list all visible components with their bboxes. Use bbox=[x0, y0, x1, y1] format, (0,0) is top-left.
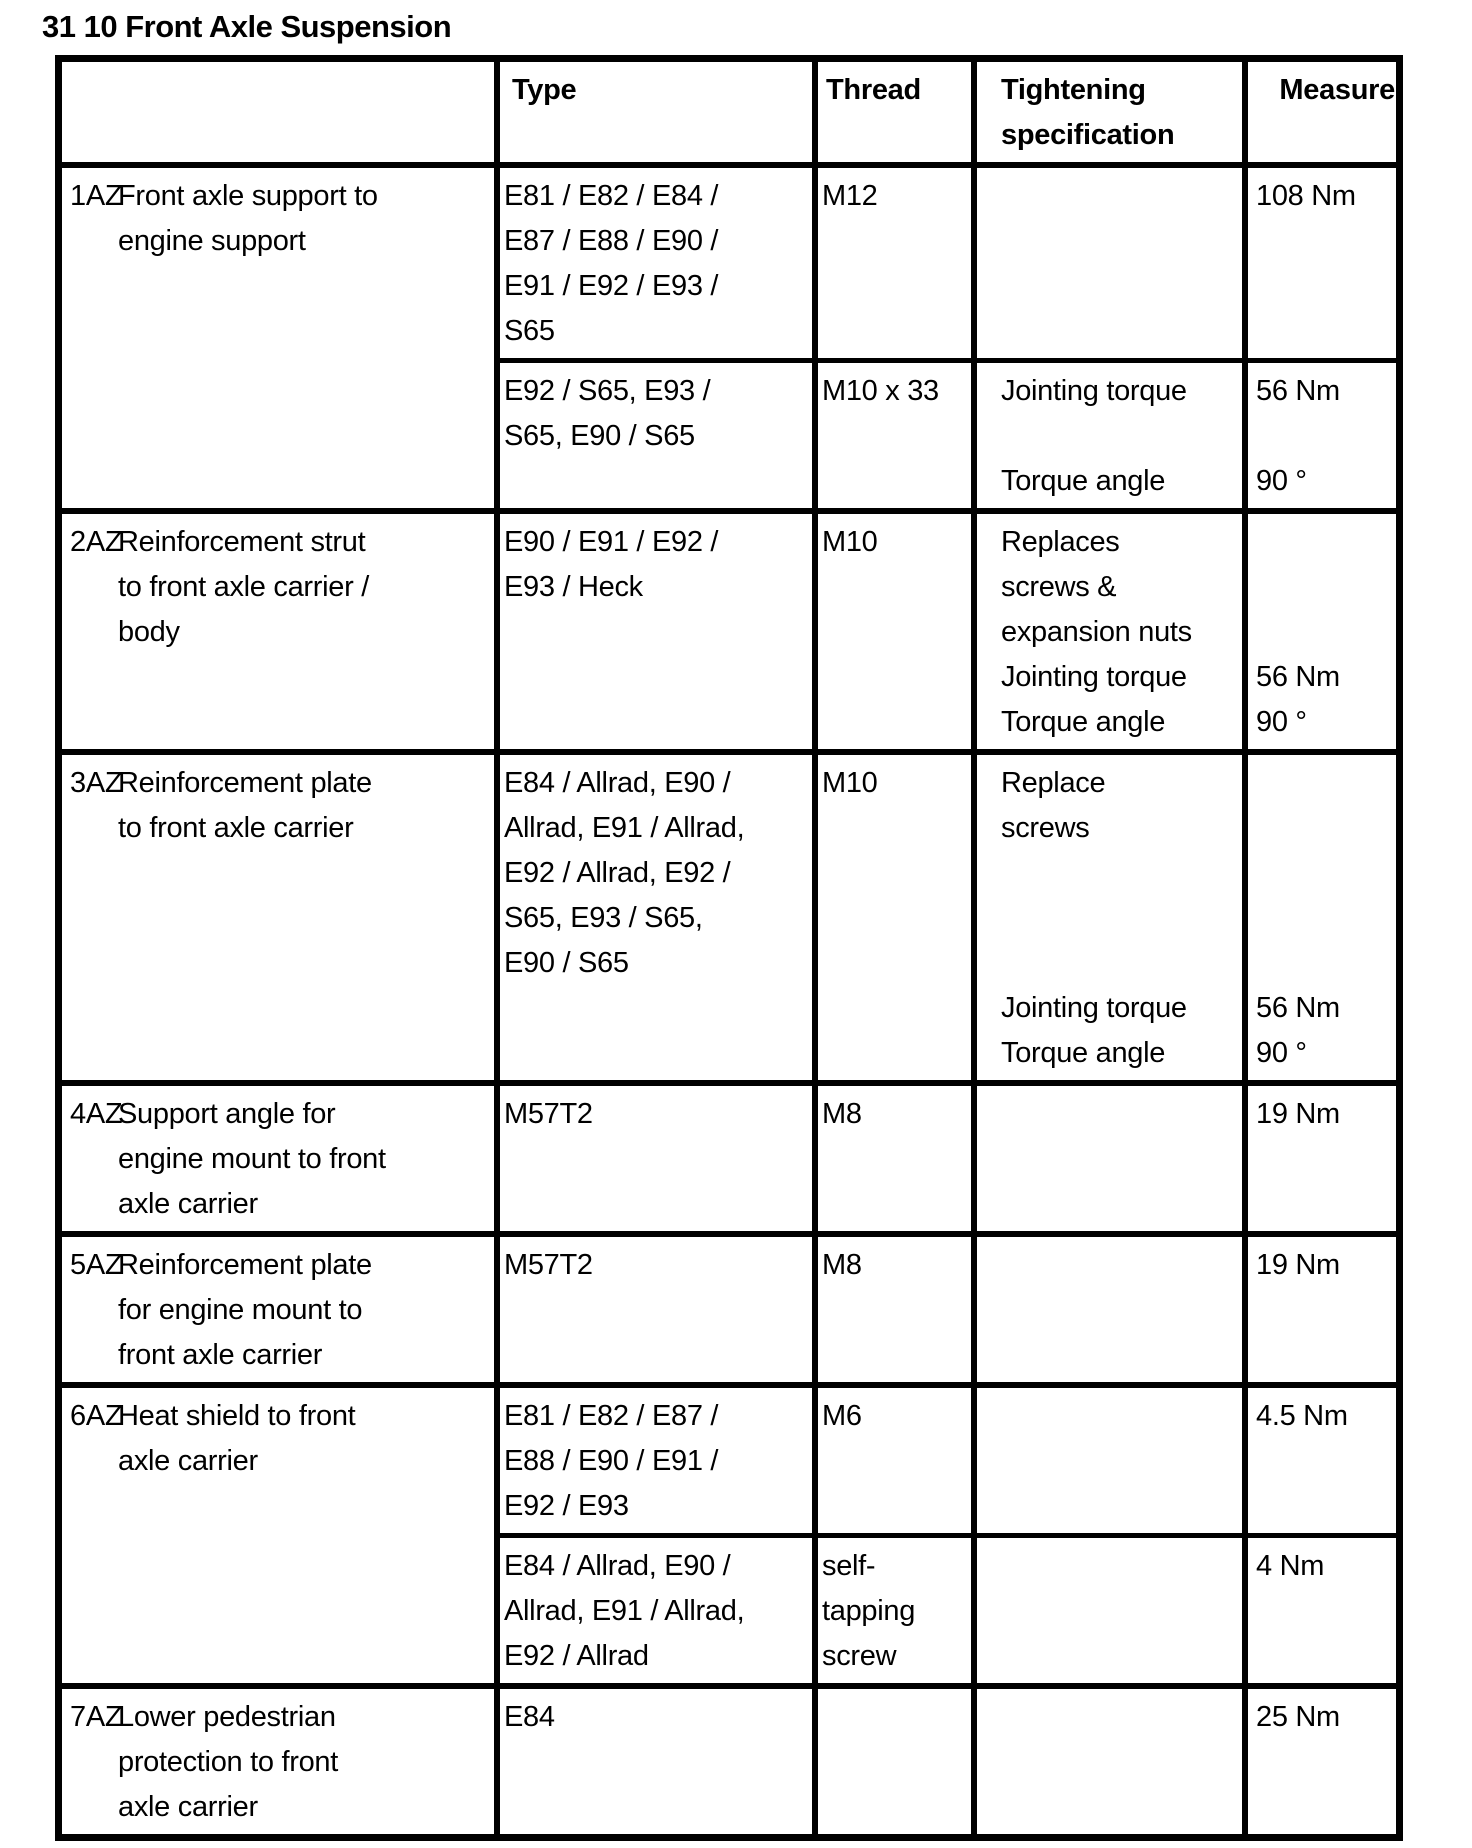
row-label bbox=[118, 174, 492, 504]
measure-line bbox=[1256, 520, 1394, 565]
row-label bbox=[118, 761, 492, 1076]
subrow bbox=[500, 358, 1396, 508]
cell-measure bbox=[1248, 1388, 1396, 1533]
header-row bbox=[62, 62, 1396, 162]
measure-line bbox=[1256, 565, 1394, 610]
label-line: Reinforcement strut bbox=[118, 526, 366, 558]
measure-line: 19 Nm bbox=[1256, 1249, 1340, 1281]
label-line: to front axle carrier bbox=[118, 812, 354, 844]
row-id: 3AZ bbox=[70, 767, 123, 799]
label-line: Heat shield to front bbox=[118, 1400, 356, 1432]
column-header-thread bbox=[818, 62, 977, 162]
subrows bbox=[500, 1388, 1396, 1683]
cell-tightening bbox=[977, 514, 1248, 749]
measure-line: 90 ° bbox=[1256, 1037, 1307, 1069]
tightening-line: screws & bbox=[1001, 571, 1117, 603]
cell-label bbox=[62, 168, 500, 508]
cell-measure bbox=[1248, 363, 1396, 508]
label-line: body bbox=[118, 616, 180, 648]
cell-label bbox=[62, 1388, 500, 1683]
tightening-line bbox=[1001, 941, 1240, 986]
subrows bbox=[500, 1086, 1396, 1231]
measure-line: 56 Nm bbox=[1256, 375, 1340, 407]
tightening-line bbox=[1001, 851, 1240, 896]
table-row-6AZ bbox=[62, 1382, 1396, 1683]
measure-line bbox=[1256, 896, 1394, 941]
type-line: E92 / S65, E93 / bbox=[504, 375, 711, 407]
cell-thread bbox=[818, 1689, 977, 1834]
tightening-line: expansion nuts bbox=[1001, 616, 1192, 648]
tightening-line: Replaces bbox=[1001, 526, 1120, 558]
column-header-thread-label: Thread bbox=[826, 74, 921, 106]
thread-line: M8 bbox=[822, 1249, 862, 1281]
type-line: E84 bbox=[504, 1701, 555, 1733]
cell-measure bbox=[1248, 1237, 1396, 1382]
cell-thread bbox=[818, 755, 977, 1080]
type-line: E81 / E82 / E84 / bbox=[504, 180, 719, 212]
table-row-1AZ bbox=[62, 162, 1396, 508]
cell-tightening bbox=[977, 755, 1248, 1080]
torque-spec-table bbox=[55, 55, 1403, 1841]
row-id: 4AZ bbox=[70, 1098, 123, 1130]
measure-line: 90 ° bbox=[1256, 465, 1307, 497]
subrow bbox=[500, 755, 1396, 1080]
cell-measure bbox=[1248, 168, 1396, 358]
cell-tightening bbox=[977, 1086, 1248, 1231]
tightening-line: screws bbox=[1001, 812, 1090, 844]
type-line: S65, E90 / S65 bbox=[504, 420, 695, 452]
cell-thread bbox=[818, 1086, 977, 1231]
label-line: engine mount to front bbox=[118, 1143, 386, 1175]
type-line: S65 bbox=[504, 315, 555, 347]
type-line: E92 / Allrad, E92 / bbox=[504, 857, 731, 889]
type-line: E81 / E82 / E87 / bbox=[504, 1400, 719, 1432]
measure-line: 4 Nm bbox=[1256, 1550, 1325, 1582]
thread-line: M12 bbox=[822, 180, 878, 212]
tightening-line: Torque angle bbox=[1001, 706, 1166, 738]
thread-line: M10 bbox=[822, 526, 878, 558]
type-line: M57T2 bbox=[504, 1098, 593, 1130]
tightening-line: Torque angle bbox=[1001, 1037, 1166, 1069]
thread-line: screw bbox=[822, 1640, 897, 1672]
cell-tightening bbox=[977, 1689, 1248, 1834]
row-label bbox=[118, 1092, 492, 1227]
table-row-7AZ bbox=[62, 1683, 1396, 1834]
thread-line: M8 bbox=[822, 1098, 862, 1130]
cell-measure bbox=[1248, 1538, 1396, 1683]
type-line: M57T2 bbox=[504, 1249, 593, 1281]
tightening-line: Jointing torque bbox=[1001, 661, 1187, 693]
cell-tightening bbox=[977, 1237, 1248, 1382]
label-line: Lower pedestrian bbox=[118, 1701, 336, 1733]
type-line: E90 / S65 bbox=[504, 947, 629, 979]
cell-label bbox=[62, 514, 500, 749]
label-line: to front axle carrier / bbox=[118, 571, 369, 603]
subrows bbox=[500, 1237, 1396, 1382]
cell-tightening bbox=[977, 168, 1248, 358]
cell-type bbox=[500, 1689, 818, 1834]
cell-thread bbox=[818, 168, 977, 358]
cell-label bbox=[62, 1086, 500, 1231]
type-line: E87 / E88 / E90 / bbox=[504, 225, 719, 257]
cell-label bbox=[62, 1237, 500, 1382]
measure-line bbox=[1256, 414, 1394, 459]
cell-type bbox=[500, 1237, 818, 1382]
column-header-tightening-label: Tightening specification bbox=[1001, 74, 1175, 151]
thread-line: M10 bbox=[822, 767, 878, 799]
cell-thread bbox=[818, 1538, 977, 1683]
type-line: E92 / Allrad bbox=[504, 1640, 649, 1672]
row-id: 1AZ bbox=[70, 180, 123, 212]
cell-type bbox=[500, 1538, 818, 1683]
cell-tightening bbox=[977, 1538, 1248, 1683]
cell-type bbox=[500, 1388, 818, 1533]
label-line: Reinforcement plate bbox=[118, 1249, 372, 1281]
column-header-blank bbox=[62, 62, 500, 162]
subrow bbox=[500, 1388, 1396, 1533]
subrows bbox=[500, 168, 1396, 508]
type-line: Allrad, E91 / Allrad, bbox=[504, 812, 745, 844]
type-line: E84 / Allrad, E90 / bbox=[504, 1550, 731, 1582]
table-row-4AZ bbox=[62, 1080, 1396, 1231]
cell-thread bbox=[818, 1388, 977, 1533]
measure-line: 25 Nm bbox=[1256, 1701, 1340, 1733]
type-line: E84 / Allrad, E90 / bbox=[504, 767, 731, 799]
row-label bbox=[118, 1243, 492, 1378]
subrows bbox=[500, 755, 1396, 1080]
cell-tightening bbox=[977, 363, 1248, 508]
subrow bbox=[500, 1237, 1396, 1382]
measure-line: 56 Nm bbox=[1256, 992, 1340, 1024]
subrow bbox=[500, 1533, 1396, 1683]
thread-line: M6 bbox=[822, 1400, 862, 1432]
row-label bbox=[118, 1695, 492, 1830]
page-title: 31 10 Front Axle Suspension bbox=[42, 9, 452, 44]
type-line: Allrad, E91 / Allrad, bbox=[504, 1595, 745, 1627]
column-header-measure-label: Measure bbox=[1279, 74, 1395, 106]
label-line: protection to front bbox=[118, 1746, 338, 1778]
row-label bbox=[118, 1394, 492, 1679]
cell-type bbox=[500, 755, 818, 1080]
measure-line bbox=[1256, 761, 1394, 806]
measure-line: 4.5 Nm bbox=[1256, 1400, 1348, 1432]
cell-measure bbox=[1248, 514, 1396, 749]
subrow bbox=[500, 514, 1396, 749]
tightening-line bbox=[1001, 414, 1240, 459]
subrow bbox=[500, 1086, 1396, 1231]
measure-line: 19 Nm bbox=[1256, 1098, 1340, 1130]
cell-thread bbox=[818, 1237, 977, 1382]
cell-measure bbox=[1248, 1689, 1396, 1834]
row-label bbox=[118, 520, 492, 745]
type-line: E88 / E90 / E91 / bbox=[504, 1445, 719, 1477]
row-id: 6AZ bbox=[70, 1400, 123, 1432]
cell-measure bbox=[1248, 1086, 1396, 1231]
cell-thread bbox=[818, 363, 977, 508]
cell-label bbox=[62, 755, 500, 1080]
row-id: 5AZ bbox=[70, 1249, 123, 1281]
subrows bbox=[500, 514, 1396, 749]
measure-line bbox=[1256, 610, 1394, 655]
measure-line: 56 Nm bbox=[1256, 661, 1340, 693]
measure-line bbox=[1256, 806, 1394, 851]
tightening-line: Jointing torque bbox=[1001, 375, 1187, 407]
cell-type bbox=[500, 1086, 818, 1231]
label-line: axle carrier bbox=[118, 1791, 258, 1823]
cell-type bbox=[500, 363, 818, 508]
tightening-line bbox=[1001, 896, 1240, 941]
label-line: front axle carrier bbox=[118, 1339, 323, 1371]
column-header-type-label: Type bbox=[512, 74, 577, 106]
row-id: 2AZ bbox=[70, 526, 123, 558]
measure-line bbox=[1256, 851, 1394, 896]
label-line: engine support bbox=[118, 225, 306, 257]
table-row-5AZ bbox=[62, 1231, 1396, 1382]
table-row-2AZ bbox=[62, 508, 1396, 749]
type-line: E92 / E93 bbox=[504, 1490, 629, 1522]
column-header-tightening bbox=[977, 62, 1248, 162]
label-line: for engine mount to bbox=[118, 1294, 363, 1326]
cell-thread bbox=[818, 514, 977, 749]
subrow bbox=[500, 1689, 1396, 1834]
label-line: Support angle for bbox=[118, 1098, 336, 1130]
cell-type bbox=[500, 168, 818, 358]
measure-line bbox=[1256, 941, 1394, 986]
thread-line: self- bbox=[822, 1550, 876, 1582]
cell-label bbox=[62, 1689, 500, 1834]
measure-line: 90 ° bbox=[1256, 706, 1307, 738]
tightening-line: Replace bbox=[1001, 767, 1106, 799]
thread-line: tapping bbox=[822, 1595, 916, 1627]
tightening-line: Torque angle bbox=[1001, 465, 1166, 497]
type-line: S65, E93 / S65, bbox=[504, 902, 703, 934]
label-line: axle carrier bbox=[118, 1445, 258, 1477]
type-line: E90 / E91 / E92 / bbox=[504, 526, 719, 558]
cell-measure bbox=[1248, 755, 1396, 1080]
subrow bbox=[500, 168, 1396, 358]
tightening-line: Jointing torque bbox=[1001, 992, 1187, 1024]
thread-line: M10 x 33 bbox=[822, 375, 939, 407]
measure-line: 108 Nm bbox=[1256, 180, 1356, 212]
label-line: Reinforcement plate bbox=[118, 767, 372, 799]
cell-type bbox=[500, 514, 818, 749]
cell-tightening bbox=[977, 1388, 1248, 1533]
column-header-type bbox=[500, 62, 818, 162]
column-header-measure bbox=[1248, 62, 1396, 162]
type-line: E91 / E92 / E93 / bbox=[504, 270, 719, 302]
label-line: axle carrier bbox=[118, 1188, 258, 1220]
subrows bbox=[500, 1689, 1396, 1834]
table-row-3AZ bbox=[62, 749, 1396, 1080]
type-line: E93 / Heck bbox=[504, 571, 643, 603]
label-line: Front axle support to bbox=[118, 180, 378, 212]
row-id: 7AZ bbox=[70, 1701, 123, 1733]
